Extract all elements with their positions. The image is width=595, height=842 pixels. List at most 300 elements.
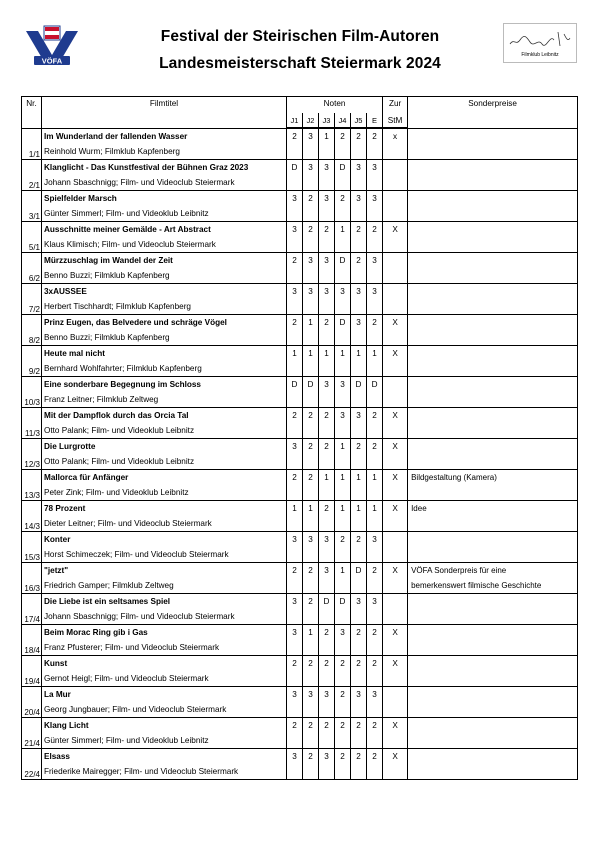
header-judge: J3: [319, 113, 335, 128]
special-prize: VÖFA Sonderpreis für eine: [408, 563, 578, 579]
score-cell: 2: [303, 749, 319, 765]
film-title: Konter: [42, 532, 287, 548]
table-row: [22, 439, 578, 455]
empty-cell: [351, 485, 367, 501]
empty-cell: [335, 764, 351, 780]
score-cell: 2: [319, 439, 335, 455]
stm-mark: X: [383, 315, 408, 331]
film-author: Otto Palank; Film- und Videoklub Leibnitz: [42, 454, 287, 470]
empty-cell: [303, 702, 319, 718]
score-cell: 2: [367, 749, 383, 765]
empty-cell: [367, 485, 383, 501]
entry-number: 9/2: [22, 346, 42, 377]
film-title: Mallorca für Anfänger: [42, 470, 287, 486]
empty-cell: [383, 237, 408, 253]
empty-cell: [319, 299, 335, 315]
score-cell: 1: [319, 346, 335, 362]
special-prize: [408, 253, 578, 269]
score-cell: 2: [367, 563, 383, 579]
empty-cell: [287, 361, 303, 377]
score-cell: 2: [367, 408, 383, 424]
score-cell: 3: [319, 191, 335, 207]
film-title: Mürzzuschlag im Wandel der Zeit: [42, 253, 287, 269]
table-row: [22, 206, 578, 222]
page-title: Festival der Steirischen Film-Autoren: [160, 28, 440, 45]
special-prize: [408, 687, 578, 703]
score-cell: 3: [287, 532, 303, 548]
film-author: Franz Leitner; Filmklub Zeltweg: [42, 392, 287, 408]
film-title: Beim Morac Ring gib i Gas: [42, 625, 287, 641]
film-author: Herbert Tischhardt; Filmklub Kapfenberg: [42, 299, 287, 315]
film-author: Johann Sbaschnigg; Film- und Videoclub Steiermark: [42, 175, 287, 191]
score-cell: 1: [367, 346, 383, 362]
empty-cell: [287, 671, 303, 687]
film-author: Otto Palank; Film- und Videoklub Leibnitz: [42, 423, 287, 439]
table-row: [22, 671, 578, 687]
empty-cell: [335, 733, 351, 749]
stm-mark: X: [383, 749, 408, 765]
special-prize: [408, 718, 578, 734]
score-cell: 1: [335, 222, 351, 238]
entry-number: 12/3: [22, 439, 42, 470]
logo-caption: Filmklub Leibnitz: [521, 52, 559, 58]
score-cell: 3: [303, 128, 319, 144]
special-prize-line2: [408, 299, 578, 315]
score-cell: 2: [287, 408, 303, 424]
empty-cell: [287, 175, 303, 191]
empty-cell: [319, 764, 335, 780]
score-cell: 3: [287, 191, 303, 207]
score-cell: 2: [303, 718, 319, 734]
score-cell: 2: [351, 439, 367, 455]
score-cell: 2: [319, 222, 335, 238]
empty-cell: [383, 361, 408, 377]
score-cell: 2: [319, 408, 335, 424]
film-title: Die Lurgrotte: [42, 439, 287, 455]
stm-mark: [383, 191, 408, 207]
page-subtitle: Landesmeisterschaft Steiermark 2024: [159, 55, 441, 72]
score-cell: 1: [319, 470, 335, 486]
score-cell: 3: [351, 284, 367, 300]
score-cell: 2: [319, 625, 335, 641]
score-cell: 3: [303, 253, 319, 269]
score-cell: 2: [367, 222, 383, 238]
empty-cell: [287, 733, 303, 749]
table-row: [22, 516, 578, 532]
empty-cell: [303, 578, 319, 594]
empty-cell: [351, 237, 367, 253]
table-row: [22, 470, 578, 486]
empty-cell: [319, 578, 335, 594]
empty-cell: [383, 206, 408, 222]
score-cell: 3: [303, 160, 319, 176]
table-row: [22, 454, 578, 470]
entry-number: 17/4: [22, 594, 42, 625]
empty-cell: [287, 206, 303, 222]
score-cell: 3: [287, 284, 303, 300]
empty-cell: [351, 671, 367, 687]
score-cell: 2: [367, 315, 383, 331]
score-cell: 2: [351, 656, 367, 672]
score-cell: 1: [351, 346, 367, 362]
empty-cell: [383, 299, 408, 315]
score-cell: 3: [367, 253, 383, 269]
stm-mark: X: [383, 408, 408, 424]
empty-cell: [367, 609, 383, 625]
empty-cell: [319, 361, 335, 377]
special-prize-line2: [408, 671, 578, 687]
score-cell: 1: [319, 128, 335, 144]
score-cell: 2: [303, 439, 319, 455]
score-cell: D: [303, 377, 319, 393]
empty-cell: [383, 175, 408, 191]
score-cell: 3: [303, 532, 319, 548]
empty-cell: [335, 299, 351, 315]
film-title: Eine sonderbare Begegnung im Schloss: [42, 377, 287, 393]
entry-number: 20/4: [22, 687, 42, 718]
film-title: Im Wunderland der fallenden Wasser: [42, 128, 287, 144]
empty-cell: [303, 764, 319, 780]
special-prize: [408, 749, 578, 765]
special-prize: [408, 284, 578, 300]
score-cell: 3: [287, 625, 303, 641]
special-prize-line2: [408, 733, 578, 749]
film-author: Johann Sbaschnigg; Film- und Videoclub Steiermark: [42, 609, 287, 625]
empty-cell: [335, 392, 351, 408]
table-row: [22, 749, 578, 765]
score-cell: 2: [335, 687, 351, 703]
score-cell: 3: [287, 439, 303, 455]
score-cell: 2: [335, 656, 351, 672]
special-prize-line2: [408, 144, 578, 160]
empty-cell: [287, 578, 303, 594]
empty-cell: [303, 733, 319, 749]
empty-cell: [303, 206, 319, 222]
score-cell: 2: [351, 749, 367, 765]
empty-cell: [383, 392, 408, 408]
special-prize-line2: [408, 454, 578, 470]
score-cell: 2: [303, 222, 319, 238]
empty-cell: [351, 423, 367, 439]
score-cell: 2: [303, 191, 319, 207]
score-cell: 2: [367, 718, 383, 734]
score-cell: 3: [319, 563, 335, 579]
empty-cell: [303, 516, 319, 532]
score-cell: 1: [335, 439, 351, 455]
table-row: [22, 237, 578, 253]
score-cell: D: [351, 563, 367, 579]
stm-mark: X: [383, 656, 408, 672]
score-cell: 3: [287, 222, 303, 238]
header-filmtitel: Filmtitel: [42, 97, 287, 129]
empty-cell: [303, 268, 319, 284]
empty-cell: [351, 454, 367, 470]
signature-icon: [508, 28, 572, 50]
entry-number: 5/1: [22, 222, 42, 253]
table-row: [22, 268, 578, 284]
film-author: Georg Jungbauer; Film- und Videoclub Steiermark: [42, 702, 287, 718]
empty-cell: [351, 144, 367, 160]
special-prize: [408, 594, 578, 610]
film-title: Die Liebe ist ein seltsames Spiel: [42, 594, 287, 610]
empty-cell: [383, 733, 408, 749]
empty-cell: [319, 454, 335, 470]
special-prize-line2: [408, 609, 578, 625]
empty-cell: [367, 454, 383, 470]
empty-cell: [303, 609, 319, 625]
score-cell: D: [335, 253, 351, 269]
score-cell: 2: [335, 191, 351, 207]
header-judge: E: [367, 113, 383, 128]
empty-cell: [303, 485, 319, 501]
film-author: Gernot Heigl; Film- und Videoclub Steiermark: [42, 671, 287, 687]
table-row: [22, 253, 578, 269]
empty-cell: [287, 392, 303, 408]
empty-cell: [287, 423, 303, 439]
stm-mark: X: [383, 625, 408, 641]
empty-cell: [335, 516, 351, 532]
empty-cell: [367, 175, 383, 191]
table-row: [22, 594, 578, 610]
empty-cell: [303, 299, 319, 315]
special-prize: [408, 532, 578, 548]
empty-cell: [367, 578, 383, 594]
score-cell: 3: [351, 315, 367, 331]
score-cell: 3: [287, 594, 303, 610]
empty-cell: [287, 640, 303, 656]
special-prize: [408, 222, 578, 238]
score-cell: 2: [287, 253, 303, 269]
special-prize: [408, 408, 578, 424]
empty-cell: [287, 268, 303, 284]
score-cell: 3: [287, 749, 303, 765]
empty-cell: [319, 268, 335, 284]
empty-cell: [287, 547, 303, 563]
entry-number: 10/3: [22, 377, 42, 408]
table-row: [22, 392, 578, 408]
filmklub-leibnitz-logo: [503, 23, 577, 63]
empty-cell: [383, 764, 408, 780]
empty-cell: [383, 454, 408, 470]
score-cell: D: [319, 594, 335, 610]
table-row: [22, 330, 578, 346]
empty-cell: [287, 485, 303, 501]
empty-cell: [319, 702, 335, 718]
empty-cell: [303, 237, 319, 253]
results-table: [21, 96, 578, 780]
film-author: Horst Schimeczek; Film- und Videoclub Steiermark: [42, 547, 287, 563]
empty-cell: [367, 392, 383, 408]
film-title: Kunst: [42, 656, 287, 672]
score-cell: 2: [319, 656, 335, 672]
entry-number: 13/3: [22, 470, 42, 501]
score-cell: 3: [287, 687, 303, 703]
empty-cell: [319, 206, 335, 222]
score-cell: 1: [303, 315, 319, 331]
film-title: Elsass: [42, 749, 287, 765]
special-prize: Idee: [408, 501, 578, 517]
score-cell: 2: [351, 222, 367, 238]
special-prize-line2: [408, 392, 578, 408]
empty-cell: [335, 609, 351, 625]
entry-number: 1/1: [22, 128, 42, 160]
special-prize-line2: [408, 764, 578, 780]
table-row: [22, 718, 578, 734]
score-cell: 3: [367, 532, 383, 548]
score-cell: 2: [335, 718, 351, 734]
score-cell: 1: [367, 470, 383, 486]
film-author: Benno Buzzi; Filmklub Kapfenberg: [42, 268, 287, 284]
empty-cell: [351, 361, 367, 377]
empty-cell: [319, 485, 335, 501]
empty-cell: [351, 516, 367, 532]
empty-cell: [367, 516, 383, 532]
special-prize: [408, 625, 578, 641]
score-cell: D: [335, 315, 351, 331]
empty-cell: [367, 547, 383, 563]
score-cell: D: [367, 377, 383, 393]
special-prize: [408, 160, 578, 176]
empty-cell: [287, 330, 303, 346]
film-title: Spielfelder Marsch: [42, 191, 287, 207]
stm-mark: [383, 687, 408, 703]
empty-cell: [287, 702, 303, 718]
table-row: [22, 144, 578, 160]
special-prize-line2: [408, 175, 578, 191]
score-cell: 3: [335, 284, 351, 300]
table-row: [22, 764, 578, 780]
entry-number: 22/4: [22, 749, 42, 780]
empty-cell: [319, 640, 335, 656]
entry-number: 3/1: [22, 191, 42, 222]
empty-cell: [303, 144, 319, 160]
empty-cell: [303, 671, 319, 687]
table-row: [22, 423, 578, 439]
empty-cell: [303, 640, 319, 656]
empty-cell: [351, 175, 367, 191]
empty-cell: [383, 268, 408, 284]
score-cell: 3: [303, 687, 319, 703]
empty-cell: [351, 299, 367, 315]
empty-cell: [351, 640, 367, 656]
score-cell: 2: [335, 532, 351, 548]
empty-cell: [383, 578, 408, 594]
score-cell: 3: [351, 687, 367, 703]
score-cell: 3: [319, 253, 335, 269]
film-title: Klang Licht: [42, 718, 287, 734]
special-prize: [408, 191, 578, 207]
table-row: [22, 640, 578, 656]
score-cell: 1: [335, 501, 351, 517]
empty-cell: [367, 361, 383, 377]
table-row: [22, 547, 578, 563]
entry-number: 21/4: [22, 718, 42, 749]
score-cell: 1: [335, 470, 351, 486]
stm-mark: X: [383, 439, 408, 455]
table-row: [22, 625, 578, 641]
empty-cell: [287, 454, 303, 470]
table-row: [22, 609, 578, 625]
score-cell: 3: [335, 408, 351, 424]
empty-cell: [335, 423, 351, 439]
score-cell: D: [335, 594, 351, 610]
empty-cell: [367, 423, 383, 439]
special-prize: [408, 315, 578, 331]
special-prize-line2: [408, 547, 578, 563]
empty-cell: [319, 547, 335, 563]
score-cell: 2: [303, 408, 319, 424]
score-cell: 2: [303, 594, 319, 610]
film-author: Peter Zink; Film- und Videoklub Leibnitz: [42, 485, 287, 501]
empty-cell: [303, 547, 319, 563]
film-author: Benno Buzzi; Filmklub Kapfenberg: [42, 330, 287, 346]
empty-cell: [367, 268, 383, 284]
film-author: Bernhard Wohlfahrter; Filmklub Kapfenberg: [42, 361, 287, 377]
empty-cell: [335, 268, 351, 284]
empty-cell: [335, 671, 351, 687]
special-prize-line2: [408, 640, 578, 656]
special-prize-line2: [408, 485, 578, 501]
special-prize-line2: [408, 702, 578, 718]
empty-cell: [335, 485, 351, 501]
film-title: 78 Prozent: [42, 501, 287, 517]
empty-cell: [287, 609, 303, 625]
header-judge: J2: [303, 113, 319, 128]
score-cell: 2: [367, 439, 383, 455]
empty-cell: [367, 640, 383, 656]
table-row: [22, 160, 578, 176]
special-prize-line2: [408, 330, 578, 346]
film-title: La Mur: [42, 687, 287, 703]
stm-mark: [383, 253, 408, 269]
table-row: [22, 408, 578, 424]
score-cell: 2: [351, 532, 367, 548]
empty-cell: [335, 206, 351, 222]
empty-cell: [351, 578, 367, 594]
empty-cell: [383, 640, 408, 656]
table-row: [22, 128, 578, 144]
empty-cell: [319, 423, 335, 439]
film-title: 3xAUSSEE: [42, 284, 287, 300]
empty-cell: [367, 702, 383, 718]
entry-number: 15/3: [22, 532, 42, 563]
empty-cell: [335, 237, 351, 253]
score-cell: 2: [287, 718, 303, 734]
empty-cell: [303, 454, 319, 470]
score-cell: 2: [287, 656, 303, 672]
score-cell: 1: [351, 501, 367, 517]
score-cell: 2: [303, 656, 319, 672]
table-row: [22, 361, 578, 377]
film-title: "jetzt": [42, 563, 287, 579]
stm-mark: X: [383, 718, 408, 734]
stm-mark: [383, 377, 408, 393]
table-row: [22, 299, 578, 315]
header-stm: StM: [383, 113, 408, 128]
score-cell: 3: [367, 687, 383, 703]
table-row: [22, 733, 578, 749]
empty-cell: [287, 144, 303, 160]
empty-cell: [367, 764, 383, 780]
special-prize-line2: [408, 361, 578, 377]
score-cell: 3: [367, 191, 383, 207]
stm-mark: [383, 160, 408, 176]
header-nr: Nr.: [22, 97, 42, 129]
empty-cell: [383, 547, 408, 563]
special-prize-line2: [408, 423, 578, 439]
empty-cell: [367, 733, 383, 749]
score-cell: 1: [367, 501, 383, 517]
